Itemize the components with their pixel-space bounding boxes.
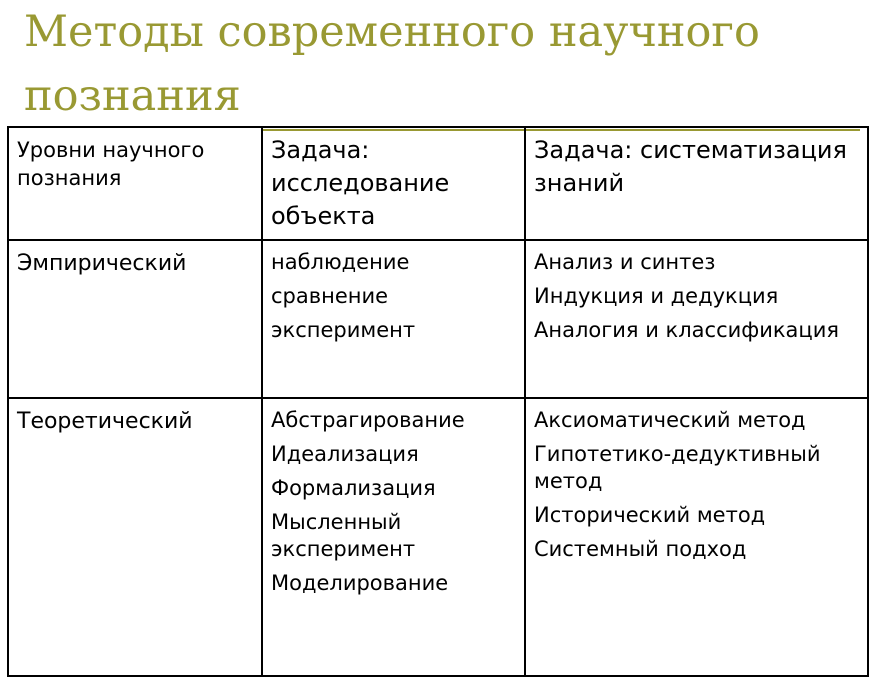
- research-methods-cell: [262, 398, 525, 676]
- method-item: Гипотетико-дедуктивный метод: [534, 442, 821, 493]
- level-cell: [8, 240, 262, 398]
- method-item: Системный подход: [534, 537, 747, 561]
- method-item: эксперимент: [271, 318, 416, 342]
- method-item: Аналогия и классификация: [534, 318, 839, 342]
- level-label: Теоретический: [17, 409, 193, 434]
- method-item: Индукция и дедукция: [534, 284, 779, 308]
- slide-title: Методы современного научного познания: [24, 7, 760, 121]
- method-item: Формализация: [271, 476, 436, 500]
- table-row-empirical: [8, 240, 868, 398]
- header-research-task: Задача: исследование объекта: [262, 127, 525, 240]
- method-item: сравнение: [271, 284, 389, 308]
- method-item: Идеализация: [271, 442, 419, 466]
- research-methods-cell: [262, 240, 525, 398]
- level-cell: [8, 398, 262, 676]
- systematization-methods-cell: [525, 240, 868, 398]
- level-label: Эмпирический: [17, 251, 187, 276]
- header-systematization-task: Задача: систематизация знаний: [525, 127, 868, 240]
- method-item: Аксиоматический метод: [534, 408, 806, 432]
- table-header-row: [8, 127, 868, 240]
- method-item: наблюдение: [271, 250, 410, 274]
- table-row-theoretical: [8, 398, 868, 676]
- method-item: Исторический метод: [534, 503, 766, 527]
- method-item: Мысленный эксперимент: [271, 510, 416, 561]
- method-item: Абстрагирование: [271, 408, 465, 432]
- systematization-methods-cell: [525, 398, 868, 676]
- methods-table: [7, 126, 869, 677]
- header-levels: Уровни научного познания: [8, 127, 262, 240]
- method-item: Моделирование: [271, 571, 449, 595]
- method-item: Анализ и синтез: [534, 250, 716, 274]
